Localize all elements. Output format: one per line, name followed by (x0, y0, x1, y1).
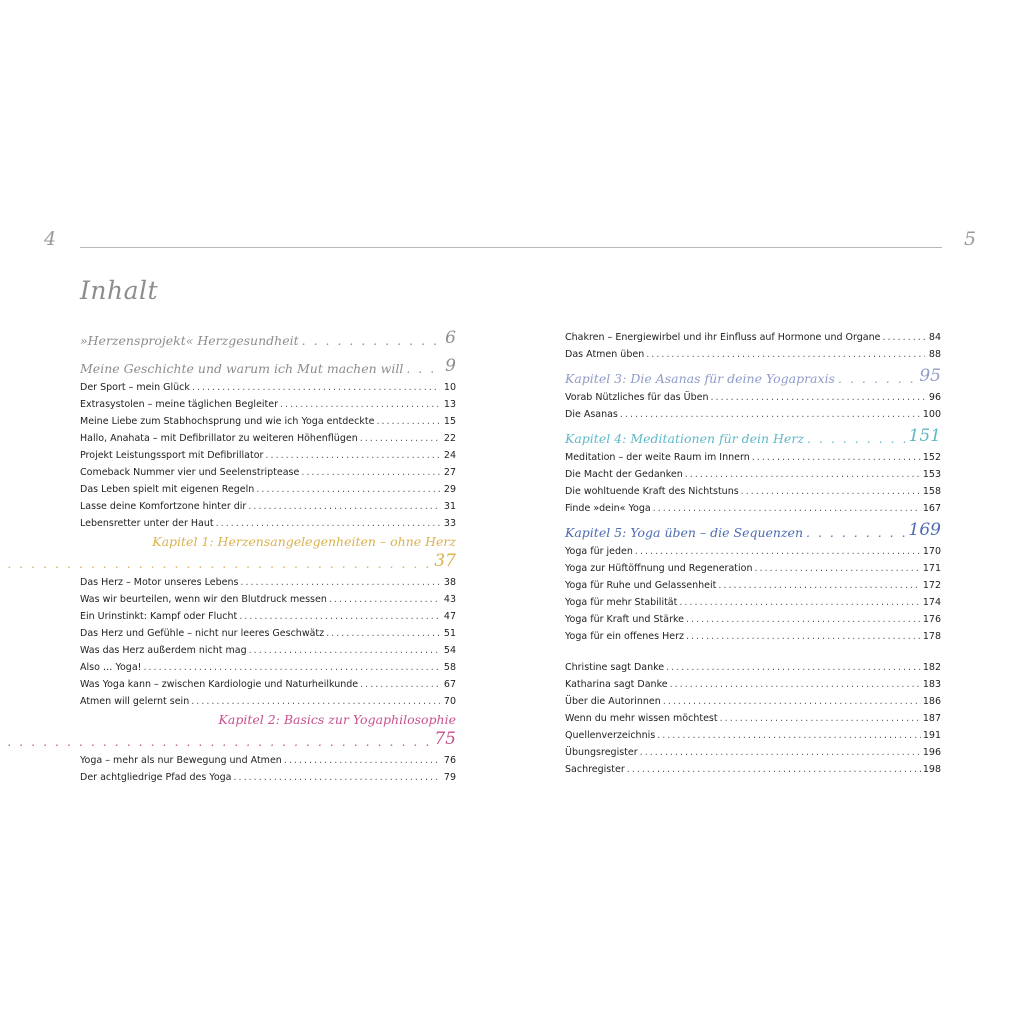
entry-title: Die Asanas (565, 409, 618, 420)
entry-title: Finde »dein« Yoga (565, 503, 651, 514)
leader-dots (807, 431, 906, 446)
entry-title: Christine sagt Danke (565, 662, 665, 673)
leader-dots (284, 755, 440, 766)
entry-title: Comeback Nummer vier und Seelenstriptease (80, 467, 300, 478)
entry-page: 100 (922, 409, 941, 420)
entry-title: Meditation – der weite Raum im Innern (565, 452, 750, 463)
leader-dots (657, 730, 921, 741)
heading-page: 75 (434, 729, 456, 749)
entry-title: Also … Yoga! (80, 662, 142, 673)
leader-dots (406, 361, 442, 376)
toc-entry[interactable] (565, 446, 941, 463)
leader-dots (653, 503, 921, 514)
toc-entry[interactable] (565, 707, 941, 724)
entry-page: 38 (443, 577, 456, 588)
entry-page: 70 (443, 696, 456, 707)
toc-right-column (565, 326, 941, 775)
leader-dots (280, 399, 440, 410)
page-number-right: 5 (964, 228, 977, 250)
toc-section (80, 749, 456, 783)
entry-page: 10 (443, 382, 456, 393)
leader-dots (806, 525, 906, 540)
toc-entry[interactable] (80, 588, 456, 605)
entry-title: Quellenverzeichnis (565, 730, 656, 741)
toc-entry[interactable] (565, 625, 941, 642)
entry-page: 174 (922, 597, 941, 608)
toc-entry[interactable] (80, 622, 456, 639)
entry-page: 47 (443, 611, 456, 622)
leader-dots (670, 679, 921, 690)
toc-title: Inhalt (80, 276, 159, 305)
leader-dots (640, 747, 921, 758)
leader-dots (882, 332, 925, 343)
toc-entry[interactable] (80, 656, 456, 673)
leader-dots (635, 546, 921, 557)
section-spacer (565, 642, 941, 656)
toc-section (565, 446, 941, 514)
toc-entry[interactable] (80, 444, 456, 461)
entry-title: Yoga für jeden (565, 546, 633, 557)
entry-page: 196 (922, 747, 941, 758)
entry-page: 187 (922, 713, 941, 724)
leader-dots (216, 518, 440, 529)
entry-page: 31 (443, 501, 456, 512)
leader-dots (685, 469, 921, 480)
toc-entry[interactable] (565, 591, 941, 608)
toc-section (565, 386, 941, 420)
leader-dots (0, 734, 431, 749)
toc-section (80, 376, 456, 529)
leader-dots (754, 563, 920, 574)
toc-section (565, 656, 941, 775)
entry-page: 67 (443, 679, 456, 690)
leader-dots (376, 416, 440, 427)
toc-entry[interactable] (565, 540, 941, 557)
entry-page: 178 (922, 631, 941, 642)
heading-title: »Herzensprojekt« Herzgesundheit (80, 333, 299, 348)
entry-page: 167 (922, 503, 941, 514)
leader-dots (620, 409, 921, 420)
toc-entry[interactable] (80, 461, 456, 478)
entry-title: Ein Urinstinkt: Kampf oder Flucht (80, 611, 238, 622)
leader-dots (686, 631, 921, 642)
leader-dots (302, 333, 443, 348)
toc-entry[interactable] (565, 386, 941, 403)
leader-dots (838, 371, 916, 386)
leader-dots (360, 433, 440, 444)
leader-dots (711, 392, 926, 403)
toc-section (565, 540, 941, 642)
toc-section (80, 571, 456, 707)
leader-dots (646, 349, 925, 360)
toc-entry[interactable] (565, 463, 941, 480)
entry-page: 171 (922, 563, 941, 574)
entry-page: 54 (443, 645, 456, 656)
entry-title: Die wohltuende Kraft des Nichtstuns (565, 486, 739, 497)
leader-dots (240, 577, 440, 588)
leader-dots (192, 382, 440, 393)
toc-heading[interactable] (565, 514, 941, 540)
entry-title: Yoga für Ruhe und Gelassenheit (565, 580, 717, 591)
toc-entry[interactable] (80, 605, 456, 622)
toc-entry[interactable] (80, 410, 456, 427)
entry-page: 183 (922, 679, 941, 690)
leader-dots (234, 772, 441, 783)
entry-title: Das Herz – Motor unseres Lebens (80, 577, 239, 588)
heading-page: 37 (434, 551, 456, 571)
toc-entry[interactable] (565, 343, 941, 360)
toc-entry[interactable] (565, 724, 941, 741)
entry-title: Über die Autorinnen (565, 696, 661, 707)
toc-heading[interactable] (80, 707, 456, 749)
entry-page: 43 (443, 594, 456, 605)
entry-title: Was das Herz außerdem nicht mag (80, 645, 247, 656)
heading-title: Kapitel 3: Die Asanas für deine Yogapraxis (565, 371, 835, 386)
leader-dots (679, 597, 921, 608)
entry-title: Sachregister (565, 764, 625, 775)
entry-page: 198 (922, 764, 941, 775)
page-number-left: 4 (44, 228, 57, 250)
toc-section (565, 326, 941, 360)
entry-page: 88 (928, 349, 941, 360)
entry-title: Atmen will gelernt sein (80, 696, 190, 707)
toc-entry[interactable] (80, 427, 456, 444)
entry-page: 13 (443, 399, 456, 410)
entry-title: Der achtgliedrige Pfad des Yoga (80, 772, 232, 783)
toc-heading[interactable] (80, 348, 456, 376)
toc-entry[interactable] (565, 758, 941, 775)
toc-entry[interactable] (565, 574, 941, 591)
leader-dots (265, 450, 440, 461)
entry-title: Extrasystolen – meine täglichen Begleiter (80, 399, 279, 410)
heading-title-line1: Kapitel 1: Herzensangelegenheiten – ohne Herz (152, 534, 456, 549)
toc-entry[interactable] (565, 497, 941, 514)
entry-page: 158 (922, 486, 941, 497)
entry-page: 24 (443, 450, 456, 461)
entry-title: Katharina sagt Danke (565, 679, 668, 690)
entry-page: 172 (922, 580, 941, 591)
entry-page: 152 (922, 452, 941, 463)
entry-page: 186 (922, 696, 941, 707)
leader-dots (239, 611, 440, 622)
entry-title: Yoga für Kraft und Stärke (565, 614, 684, 625)
entry-page: 76 (443, 755, 456, 766)
heading-page: 151 (908, 426, 941, 446)
entry-page: 27 (443, 467, 456, 478)
entry-page: 182 (922, 662, 941, 673)
toc-entry[interactable] (565, 656, 941, 673)
leader-dots (248, 501, 440, 512)
entry-title: Der Sport – mein Glück (80, 382, 190, 393)
leader-dots (191, 696, 440, 707)
entry-title: Yoga für mehr Stabilität (565, 597, 678, 608)
leader-dots (752, 452, 921, 463)
entry-page: 79 (443, 772, 456, 783)
leader-dots (718, 580, 921, 591)
leader-dots (329, 594, 440, 605)
entry-title: Das Atmen üben (565, 349, 645, 360)
leader-dots (249, 645, 440, 656)
toc-heading[interactable] (80, 529, 456, 571)
heading-page: 9 (445, 356, 456, 376)
toc-entry[interactable] (565, 403, 941, 420)
toc-entry[interactable] (80, 512, 456, 529)
entry-title: Lebensretter unter der Haut (80, 518, 214, 529)
toc-entry[interactable] (565, 326, 941, 343)
toc-entry[interactable] (565, 690, 941, 707)
entry-page: 33 (443, 518, 456, 529)
entry-page: 84 (928, 332, 941, 343)
leader-dots (0, 556, 431, 571)
toc-heading[interactable] (565, 360, 941, 386)
leader-dots (686, 614, 921, 625)
entry-title: Das Herz und Gefühle – nicht nur leeres Geschwätz (80, 628, 325, 639)
entry-page: 29 (443, 484, 456, 495)
leader-dots (301, 467, 440, 478)
entry-title: Das Leben spielt mit eigenen Regeln (80, 484, 255, 495)
entry-title: Hallo, Anahata – mit Defibrillator zu weiteren Höhenflügen (80, 433, 358, 444)
entry-title: Lasse deine Komfortzone hinter dir (80, 501, 247, 512)
entry-page: 22 (443, 433, 456, 444)
heading-page: 95 (919, 366, 941, 386)
entry-title: Was Yoga kann – zwischen Kardiologie und Naturheilkunde (80, 679, 359, 690)
entry-title: Meine Liebe zum Stabhochsprung und wie ich Yoga entdeckte (80, 416, 375, 427)
heading-page: 6 (445, 328, 456, 348)
toc-entry[interactable] (565, 608, 941, 625)
entry-title: Wenn du mehr wissen möchtest (565, 713, 718, 724)
leader-dots (741, 486, 921, 497)
entry-page: 58 (443, 662, 456, 673)
entry-title: Yoga für ein offenes Herz (565, 631, 684, 642)
toc-entry[interactable] (80, 673, 456, 690)
toc-entry[interactable] (80, 495, 456, 512)
leader-dots (663, 696, 921, 707)
leader-dots (666, 662, 921, 673)
toc-entry[interactable] (80, 571, 456, 588)
entry-page: 176 (922, 614, 941, 625)
leader-dots (256, 484, 440, 495)
toc-entry[interactable] (80, 690, 456, 707)
header-rule (80, 247, 942, 248)
toc-entry[interactable] (80, 393, 456, 410)
leader-dots (326, 628, 440, 639)
heading-title: Kapitel 4: Meditationen für dein Herz (565, 431, 804, 446)
entry-title: Die Macht der Gedanken (565, 469, 683, 480)
entry-page: 96 (928, 392, 941, 403)
entry-title: Chakren – Energiewirbel und ihr Einfluss auf Hormone und Organe (565, 332, 881, 343)
entry-page: 51 (443, 628, 456, 639)
heading-title-line1: Kapitel 2: Basics zur Yogaphilosophie (218, 712, 456, 727)
toc-heading[interactable] (80, 320, 456, 348)
heading-page: 169 (908, 520, 941, 540)
heading-title: Meine Geschichte und warum ich Mut machen will (80, 361, 404, 376)
entry-page: 15 (443, 416, 456, 427)
entry-title: Vorab Nützliches für das Üben (565, 392, 709, 403)
entry-title: Übungsregister (565, 747, 638, 758)
entry-page: 170 (922, 546, 941, 557)
entry-title: Was wir beurteilen, wenn wir den Blutdruck messen (80, 594, 327, 605)
entry-title: Yoga – mehr als nur Bewegung und Atmen (80, 755, 282, 766)
toc-entry[interactable] (80, 376, 456, 393)
entry-title: Yoga zur Hüftöffnung und Regeneration (565, 563, 753, 574)
toc-entry[interactable] (565, 480, 941, 497)
toc-entry[interactable] (80, 749, 456, 766)
heading-title: Kapitel 5: Yoga üben – die Sequenzen (565, 525, 804, 540)
toc-entry[interactable] (80, 766, 456, 783)
toc-entry[interactable] (565, 741, 941, 758)
leader-dots (143, 662, 440, 673)
leader-dots (720, 713, 921, 724)
leader-dots (360, 679, 440, 690)
leader-dots (627, 764, 921, 775)
toc-entry[interactable] (80, 639, 456, 656)
toc-heading[interactable] (565, 420, 941, 446)
toc-entry[interactable] (565, 673, 941, 690)
toc-left-column (80, 320, 456, 783)
toc-entry[interactable] (565, 557, 941, 574)
entry-page: 153 (922, 469, 941, 480)
entry-page: 191 (922, 730, 941, 741)
toc-entry[interactable] (80, 478, 456, 495)
entry-title: Projekt Leistungssport mit Defibrillator (80, 450, 264, 461)
